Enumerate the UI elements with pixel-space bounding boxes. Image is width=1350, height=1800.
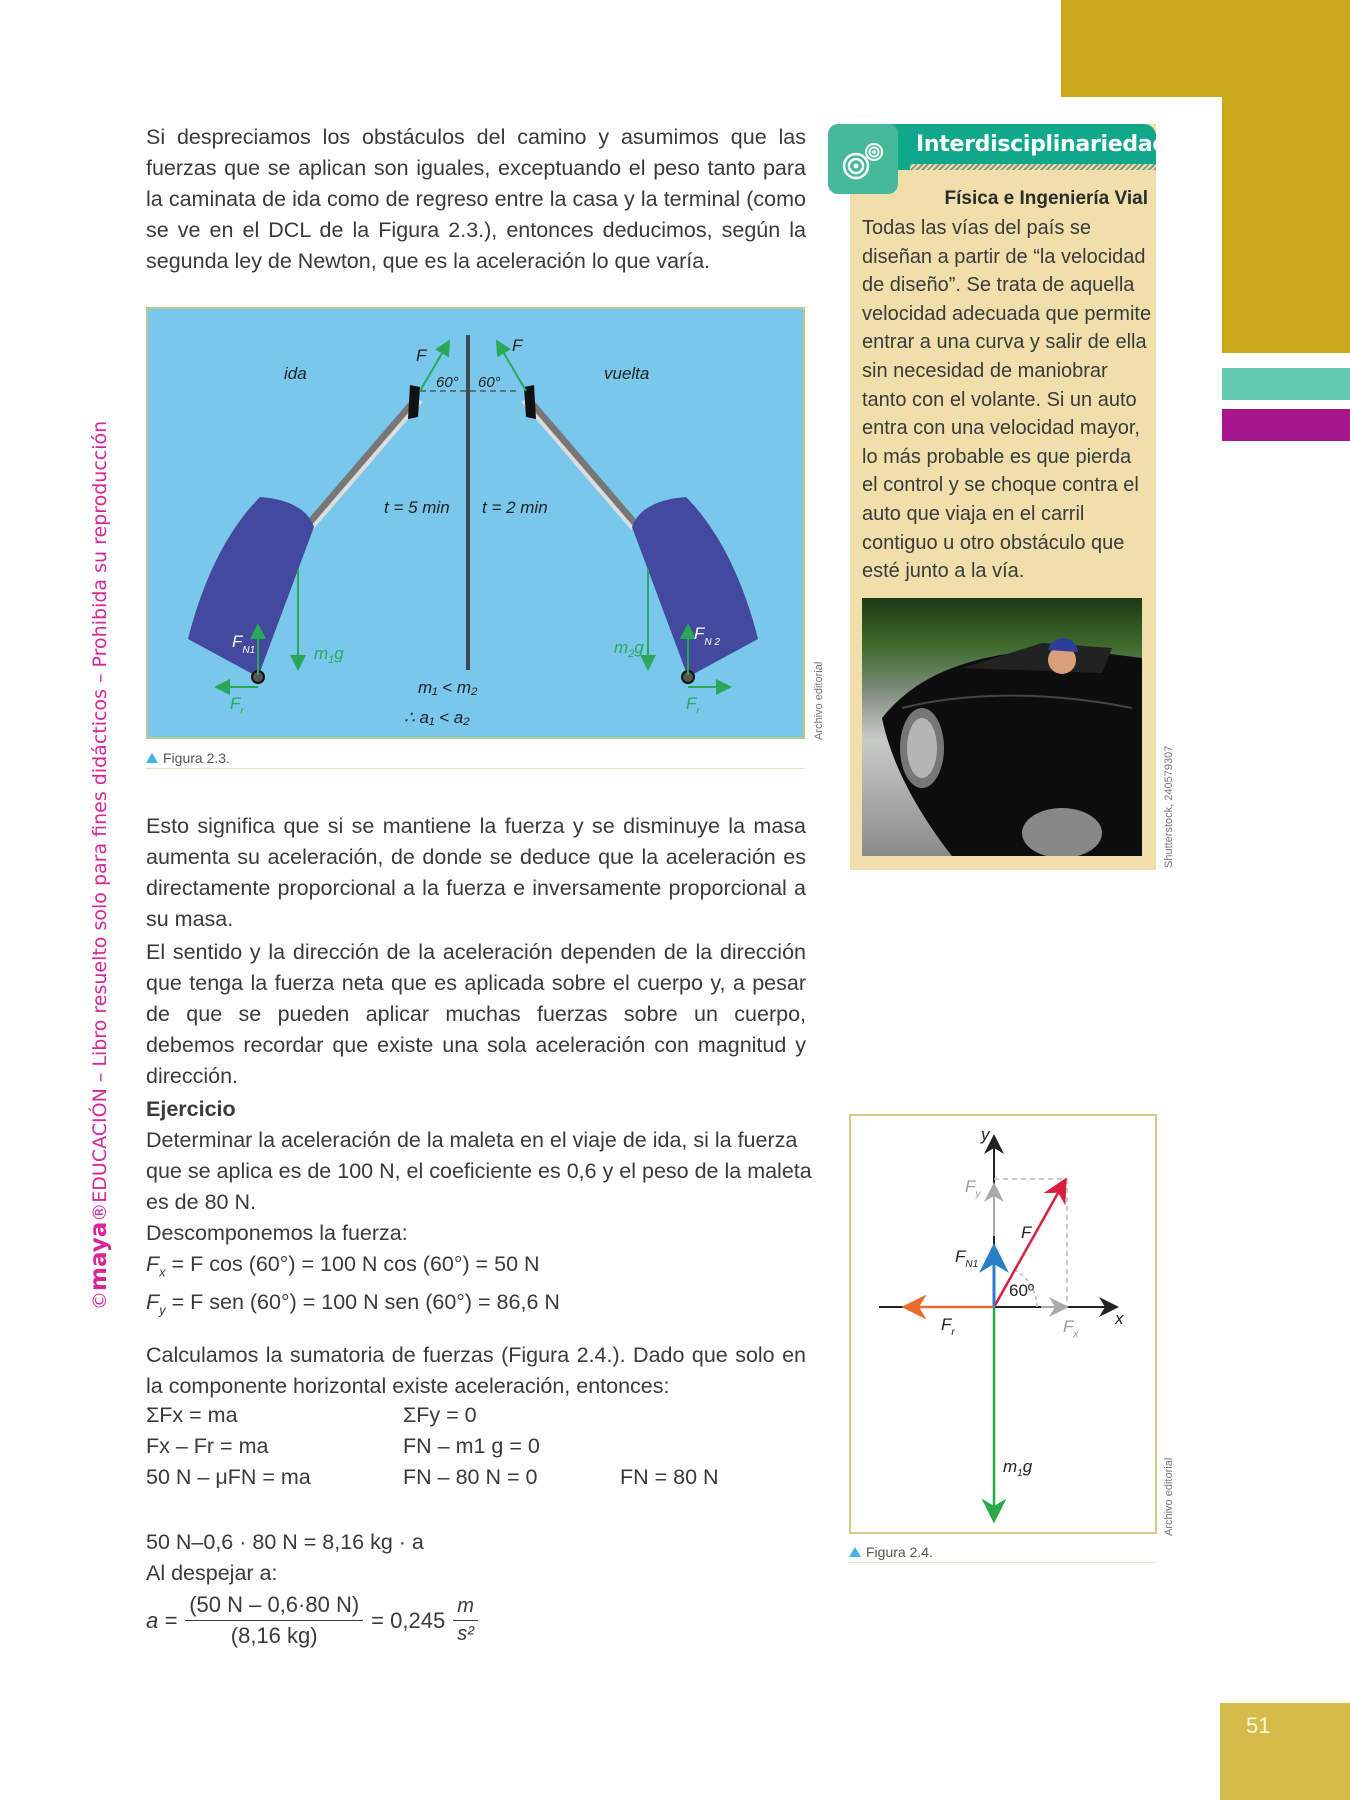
eq-fn-mg: FN – m1 g = 0 — [403, 1434, 540, 1458]
label-angle-right: 60° — [478, 374, 501, 391]
exercise-statement — [146, 1125, 816, 1326]
page-number-box — [1220, 1703, 1350, 1800]
exercise-statement-text: Determinar la aceleración de la maleta en el viaje de ida, si la fuerza que se aplica es de 100 N, el coeficiente es 0,6 y el peso de la maleta es de 80 N. — [146, 1128, 812, 1214]
label-friction: $F_r$ — [941, 1315, 955, 1338]
header-hatch — [910, 164, 1156, 170]
convertible-car-photo — [862, 598, 1142, 856]
fx-equation: $F_x = F$ cos (60°) = 100 N cos (60°) = 50 N — [146, 1252, 540, 1280]
caption-text: Figura 2.4. — [866, 1544, 933, 1560]
figure-2-3-credit: Archivo editorial — [813, 661, 825, 740]
label-vuelta: vuelta — [604, 364, 650, 383]
target-rings-icon — [828, 124, 898, 194]
interdisciplinary-title: Interdisciplinariedad — [916, 132, 1168, 157]
label-time-vuelta: t = 2 min — [482, 498, 548, 517]
copyright-symbol: © — [89, 1291, 111, 1310]
final-unit — [453, 1595, 478, 1646]
interdisciplinary-text: Todas las vías del país se diseñan a partir de “la velocidad de diseño”. Se trata de aquella velocidad adecuada que permite entrar a una curva y salir de ella sin necesidad de maniobrar tanto con el volante. Si un auto entra con una velocidad mayor, lo más probable es que pierda el control y se choque contra el auto que viaja en el carril contiguo u otro obstáculo que esté junto a la vía. — [862, 217, 1152, 583]
final-result: = 0,245 — [371, 1607, 446, 1633]
eq-sum-fy: ΣFy = 0 — [403, 1403, 477, 1427]
label-normal-left: $F_{N1}$ — [232, 632, 256, 656]
label-weight: $m_1g$ — [1003, 1457, 1033, 1479]
fy-equation: $F_y = F$ sen (60°) = 100 N sen (60°) = 86,6 N — [146, 1290, 560, 1318]
label-y-axis: y — [981, 1125, 990, 1144]
caption-text: Figura 2.3. — [163, 750, 230, 766]
decor-magenta-bar — [1222, 409, 1350, 441]
figure-2-4-caption — [849, 1544, 1157, 1563]
figure-2-4 — [849, 1114, 1157, 1534]
free-body-diagram — [851, 1116, 1155, 1532]
decor-gold-column — [1222, 97, 1350, 353]
label-accel-relation: ∴ a₁ < a₂ — [404, 708, 470, 727]
label-weight-left: $m_1g$ — [314, 644, 344, 666]
label-angle-left: 60° — [436, 374, 459, 391]
figure-2-3-caption — [146, 750, 805, 769]
eq-fn-80: FN – 80 N = 0 — [403, 1465, 538, 1489]
paragraph-proportionality: Esto significa que si se mantiene la fuerza y se disminuye la masa aumenta su aceleración, de donde se deduce que la aceleración es directamente proporcional a la fuerza e inversamente proporcional a su masa. — [146, 814, 806, 931]
label-fx: $F_x$ — [1063, 1317, 1079, 1340]
unit-denominator: s² — [457, 1623, 474, 1645]
paragraph-acceleration-direction: El sentido y la dirección de la aceleración dependen de la dirección que tenga la fuerza neta que es aplicada sobre el cuerpo y, a pesar de que se pueden aplicar muchas fuerzas sobre un cuerpo, debemos recordar que existe una sola aceleración con magnitud y dirección. — [146, 940, 806, 1088]
label-friction-left: $F_r$ — [230, 694, 244, 717]
label-angle: 60º — [1009, 1281, 1035, 1300]
label-normal: $F_{N1}$ — [955, 1247, 979, 1270]
label-force-f: F — [1021, 1223, 1032, 1242]
final-fraction — [185, 1592, 363, 1649]
eq-50-mufn: 50 N – μFN = ma — [146, 1465, 311, 1489]
decompose-label: Descomponemos la fuerza: — [146, 1221, 408, 1245]
label-friction-right: $F_r$ — [686, 694, 700, 717]
label-x-axis: x — [1115, 1309, 1124, 1328]
eq-fn-result: FN = 80 N — [620, 1465, 719, 1489]
label-normal-right: $F_{N 2}$ — [694, 624, 720, 648]
caption-triangle-icon — [849, 1547, 861, 1557]
decor-gold-block — [1061, 0, 1350, 97]
label-mass-relation: m₁ < m₂ — [418, 678, 478, 697]
copyright-text: EDUCACIÓN – Libro resuelto solo para fines didácticos – Prohibida su reproducción — [89, 420, 111, 1203]
registered-mark: ® — [89, 1202, 111, 1222]
page-number: 51 — [1246, 1713, 1271, 1738]
label-force-right: F — [512, 336, 523, 355]
label-fy: $F_y$ — [965, 1177, 981, 1200]
label-force-left: F — [416, 346, 427, 365]
solve-label: Al despejar a: — [146, 1561, 278, 1585]
brand-logo: maya — [86, 1221, 112, 1291]
fraction-denominator: (8,16 kg) — [230, 1623, 318, 1648]
unit-numerator: m — [453, 1595, 478, 1621]
figure-2-3 — [146, 307, 805, 739]
exercise-title: Ejercicio — [146, 1097, 236, 1121]
decor-teal-bar — [1222, 368, 1350, 400]
eq-fx-fr: Fx – Fr = ma — [146, 1434, 269, 1458]
final-lhs: a = — [146, 1607, 178, 1633]
final-equation — [146, 1592, 486, 1649]
interdisciplinary-subtitle: Física e Ingeniería Vial — [944, 188, 1148, 209]
label-ida: ida — [284, 364, 307, 383]
label-time-ida: t = 5 min — [384, 498, 450, 517]
copyright-notice — [86, 420, 112, 1310]
interdisciplinary-box — [850, 124, 1168, 870]
sum-intro-paragraph: Calculamos la sumatoria de fuerzas (Figura 2.4.). Dado que solo en la componente horizontal existe aceleración, entonces: — [146, 1343, 806, 1398]
intro-paragraph: Si despreciamos los obstáculos del camino y asumimos que las fuerzas que se aplican son iguales, exceptuando el peso tanto para la caminata de ida como de regreso entre la casa y la terminal (como se ve en el DCL de la Figura 2.3.), entonces deducimos, según la segunda ley de Newton, que es la aceleración lo que varía. — [146, 125, 806, 273]
mass-equation: 50 N–0,6 · 80 N = 8,16 kg · a — [146, 1530, 424, 1554]
figure-2-4-credit: Archivo editorial — [1163, 1457, 1175, 1536]
fraction-numerator: (50 N – 0,6·80 N) — [185, 1592, 363, 1621]
photo-credit: Shutterstock, 240579307 — [1163, 745, 1175, 868]
suitcase-diagram — [148, 309, 803, 737]
eq-sum-fx: ΣFx = ma — [146, 1403, 238, 1427]
label-weight-right: $m_2g$ — [614, 638, 644, 660]
caption-triangle-icon — [146, 753, 158, 763]
